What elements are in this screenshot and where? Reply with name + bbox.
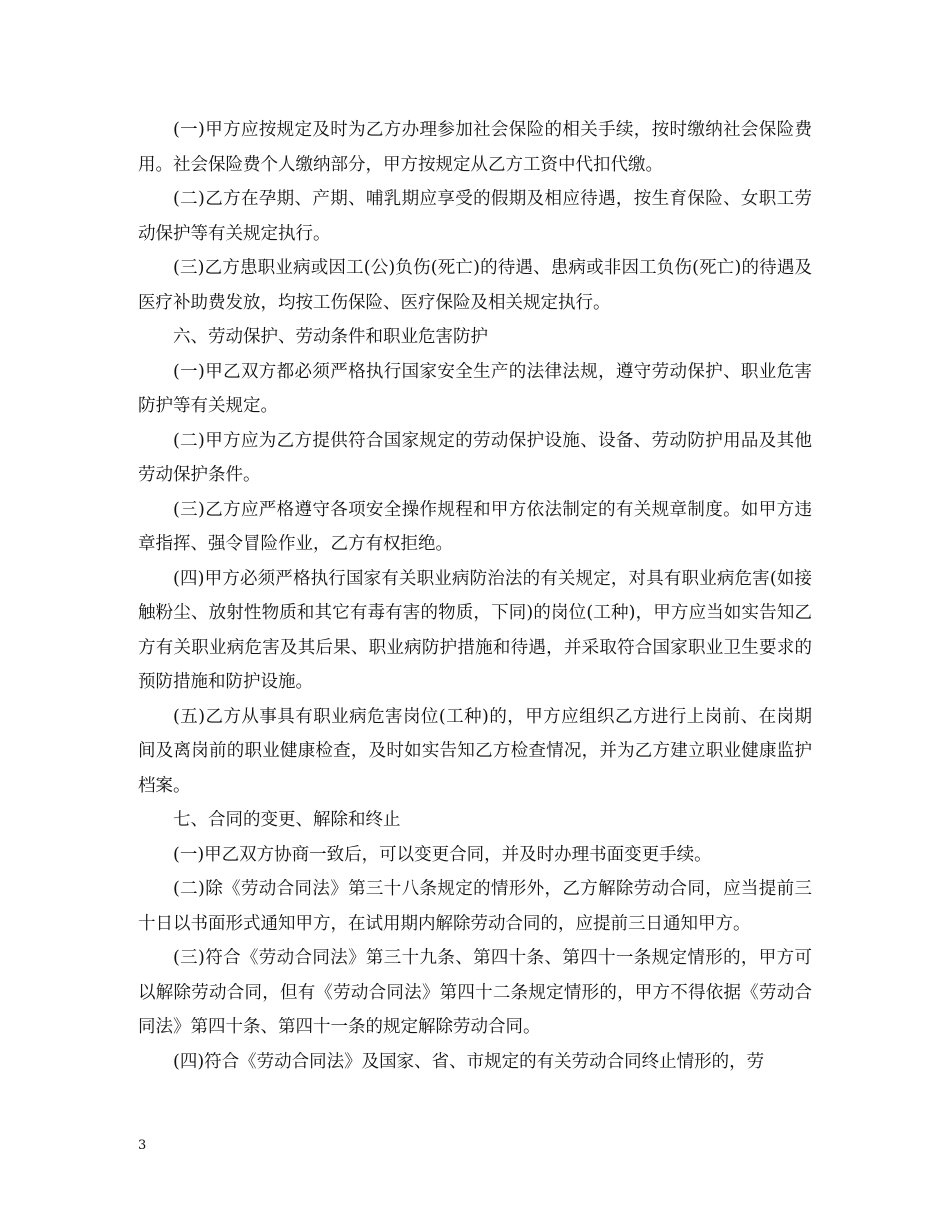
paragraph-9: (一)甲乙双方协商一致后，可以变更合同，并及时办理书面变更手续。 — [173, 844, 712, 865]
paragraph-5: (二)甲方应为乙方提供符合国家规定的劳动保护设施、设备、劳动防护用品及其他劳动保护条件。 — [138, 430, 812, 485]
document-body — [138, 113, 812, 1079]
paragraph-1: (一)甲方应按规定及时为乙方办理参加社会保险的相关手续，按时缴纳社会保险费用。社会保险费个人缴纳部分，甲方按规定从乙方工资中代扣代缴。 — [138, 120, 812, 175]
section-heading-7: 七、合同的变更、解除和终止 — [173, 810, 401, 830]
paragraph-10: (二)除《劳动合同法》第三十八条规定的情形外，乙方解除劳动合同，应当提前三十日以书面形式通知甲方，在试用期内解除劳动合同的，应提前三日通知甲方。 — [138, 879, 812, 934]
section-heading-6: 六、劳动保护、劳动条件和职业危害防护 — [173, 327, 488, 347]
paragraph-12: (四)符合《劳动合同法》及国家、省、市规定的有关劳动合同终止情形的，劳 — [173, 1051, 765, 1072]
paragraph-6: (三)乙方应严格遵守各项安全操作规程和甲方依法制定的有关规章制度。如甲方违章指挥、强令冒险作业，乙方有权拒绝。 — [138, 499, 812, 554]
paragraph-7: (四)甲方必须严格执行国家有关职业病防治法的有关规定，对具有职业病危害(如接触粉尘、放射性物质和其它有毒有害的物质，下同)的岗位(工种)，甲方应当如实告知乙方有关职业病危害及其后果、职业病防护措施和待遇，并采取符合国家职业卫生要求的预防措施和防护设施。 — [138, 568, 812, 692]
paragraph-3: (三)乙方患职业病或因工(公)负伤(死亡)的待遇、患病或非因工负伤(死亡)的待遇及医疗补助费发放，均按工伤保险、医疗保险及相关规定执行。 — [138, 258, 812, 313]
paragraph-2: (二)乙方在孕期、产期、哺乳期应享受的假期及相应待遇，按生育保险、女职工劳动保护等有关规定执行。 — [138, 189, 812, 244]
page-number: 3 — [138, 1138, 147, 1153]
paragraph-4: (一)甲乙双方都必须严格执行国家安全生产的法律法规，遵守劳动保护、职业危害防护等有关规定。 — [138, 361, 812, 416]
paragraph-11: (三)符合《劳动合同法》第三十九条、第四十条、第四十一条规定情形的，甲方可以解除劳动合同，但有《劳动合同法》第四十二条规定情形的，甲方不得依据《劳动合同法》第四十条、第四十一条的规定解除劳动合同。 — [138, 948, 812, 1037]
paragraph-8: (五)乙方从事具有职业病危害岗位(工种)的，甲方应组织乙方进行上岗前、在岗期间及离岗前的职业健康检查，及时如实告知乙方检查情况，并为乙方建立职业健康监护档案。 — [138, 706, 812, 796]
